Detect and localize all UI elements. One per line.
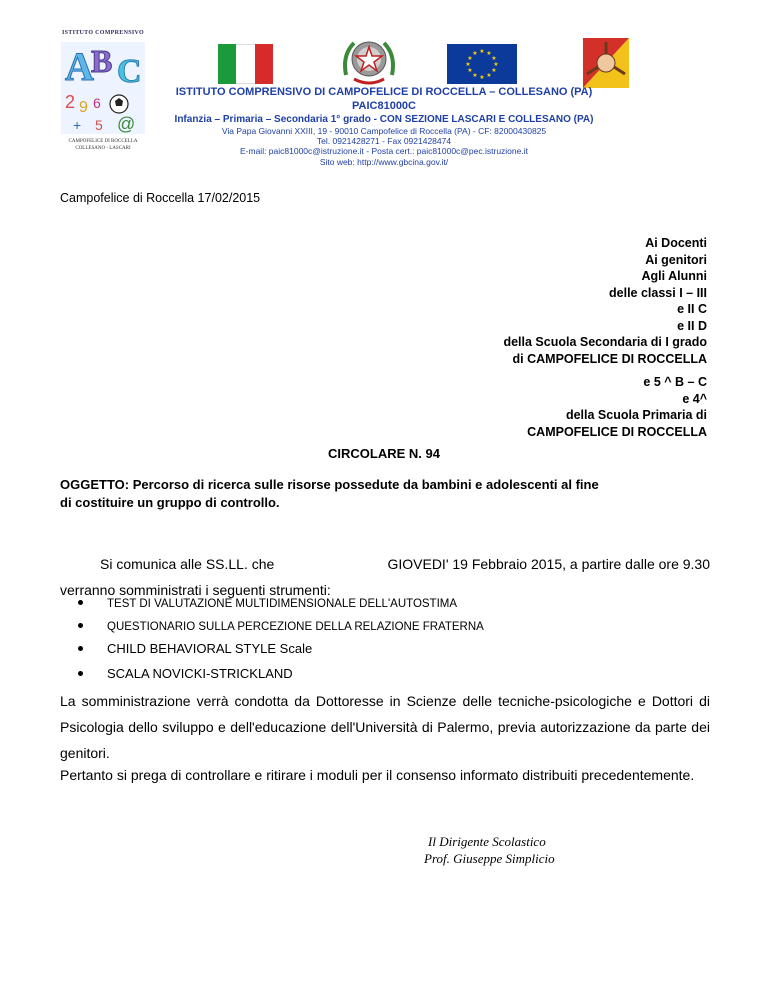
eu-flag-icon <box>447 44 517 84</box>
list-item <box>78 641 312 656</box>
bullet-icon <box>78 623 83 628</box>
recipient-line: e II D <box>677 318 707 333</box>
header-website[interactable]: Sito web: http://www.gbcina.gov.it/ <box>319 157 449 167</box>
svg-text:★: ★ <box>479 48 485 55</box>
intro-text-a: Si comunica alle SS.LL. che <box>100 556 275 572</box>
signature-name: Prof. Giuseppe Simplicio <box>424 851 555 866</box>
recipient-line: Agli Alunni <box>641 269 707 283</box>
subject-line-1: OGGETTO: Percorso di ricerca sulle risorse possedute da bambini e adolescenti al fine <box>60 477 599 492</box>
list-item-text: SCALA NOVICKI-STRICKLAND <box>107 666 293 681</box>
date-line: Campofelice di Roccella 17/02/2015 <box>60 191 261 205</box>
list-item <box>78 666 293 681</box>
list-item-text: TEST DI VALUTAZIONE MULTIDIMENSIONALE DELL'AUTOSTIMA <box>107 598 458 610</box>
svg-text:★: ★ <box>486 72 492 79</box>
recipient-line: e 4^ <box>682 391 707 406</box>
subject-line-2: di costituire un gruppo di controllo. <box>60 495 280 510</box>
logo-bottom-line1: CAMPOFELICE DI ROCCELLA <box>68 139 138 144</box>
svg-text:★: ★ <box>493 61 499 68</box>
header-school-levels: Infanzia – Primaria – Secondaria 1° grado - CON SEZIONE LASCARI E COLLESANO (PA) <box>174 114 594 125</box>
logo-bottom-line2: COLLESANO - LASCARI <box>75 146 131 151</box>
consent-paragraph: Pertanto si prega di controllare e ritirare i moduli per il consenso informato distribuiti precedentemente. <box>60 767 695 783</box>
svg-text:5: 5 <box>95 117 103 133</box>
svg-text:C: C <box>117 53 142 90</box>
italian-flag-icon <box>218 44 273 84</box>
signature-block <box>424 833 555 867</box>
subject-block <box>60 476 710 512</box>
svg-text:2: 2 <box>65 92 76 112</box>
sicily-flag-icon <box>583 38 629 88</box>
header-phone: Tel. 0921428271 - Fax 0921428474 <box>316 136 452 146</box>
circular-title: CIRCOLARE N. 94 <box>328 446 440 461</box>
svg-text:★: ★ <box>491 67 497 74</box>
svg-text:★: ★ <box>491 55 497 62</box>
recipient-line: CAMPOFELICE DI ROCCELLA <box>527 424 707 439</box>
svg-text:★: ★ <box>465 61 471 68</box>
recipient-line: e 5 ^ B – C <box>643 375 707 389</box>
svg-text:A: A <box>65 44 94 89</box>
recipient-line: della Scuola Primaria di <box>565 408 707 422</box>
svg-text:9: 9 <box>79 99 88 116</box>
administration-paragraph: La somministrazione verrà condotta da Dottoresse in Scienze delle tecniche-psicologiche e Dottori di Psicologia dello sviluppo e dell'educazione dell'Università di Palermo, previa autorizzazione da parte dei genitori. <box>60 693 710 761</box>
signature-role: Il Dirigente Scolastico <box>428 834 546 849</box>
svg-text:★: ★ <box>467 67 473 74</box>
list-item <box>78 598 457 610</box>
bullet-icon <box>78 600 83 605</box>
svg-text:★: ★ <box>472 72 478 79</box>
header-school-code: PAIC81000C <box>352 100 416 112</box>
svg-text:★: ★ <box>479 74 485 81</box>
recipient-line: delle classi I – III <box>609 285 707 300</box>
intro-text-line2: verranno somministrati i seguenti strumenti: <box>60 582 331 598</box>
svg-text:@: @ <box>117 114 136 134</box>
bullet-icon <box>78 671 83 676</box>
intro-text-b: GIOVEDI' 19 Febbraio 2015, a partire dalle ore 9.30 <box>387 556 710 572</box>
svg-text:★: ★ <box>467 55 473 62</box>
recipient-line: e II C <box>677 302 707 316</box>
recipient-line: di CAMPOFELICE DI ROCCELLA <box>512 351 707 366</box>
recipients-block-2 <box>527 374 707 440</box>
svg-text:★: ★ <box>472 50 478 57</box>
recipient-line: Ai genitori <box>645 252 707 267</box>
list-item-text: QUESTIONARIO SULLA PERCEZIONE DELLA RELAZIONE FRATERNA <box>107 621 484 633</box>
svg-text:+: + <box>73 117 82 133</box>
recipients-block-1 <box>503 235 707 367</box>
header-email[interactable]: E-mail: paic81000c@istruzione.it - Posta cert.: paic81000c@pec.istruzione.it <box>240 146 528 156</box>
svg-text:6: 6 <box>93 95 101 111</box>
recipient-line: Ai Docenti <box>645 236 707 250</box>
recipient-line: della Scuola Secondaria di I grado <box>503 335 707 349</box>
list-item-text: CHILD BEHAVIORAL STYLE Scale <box>107 641 313 656</box>
republic-emblem-icon <box>340 35 398 87</box>
list-item <box>78 621 484 633</box>
intro-paragraph <box>60 551 710 603</box>
logo-top-text: ISTITUTO COMPRENSIVO <box>62 30 144 36</box>
bullet-icon <box>78 646 83 651</box>
svg-text:B: B <box>91 43 113 79</box>
eu-stars-icon <box>447 44 517 84</box>
header-school-name: ISTITUTO COMPRENSIVO DI CAMPOFELICE DI ROCCELLA – COLLESANO (PA) <box>175 86 593 98</box>
svg-text:★: ★ <box>486 50 492 57</box>
header-address: Via Papa Giovanni XXIII, 19 - 90010 Campofelice di Roccella (PA) - CF: 82000430825 <box>221 126 547 136</box>
